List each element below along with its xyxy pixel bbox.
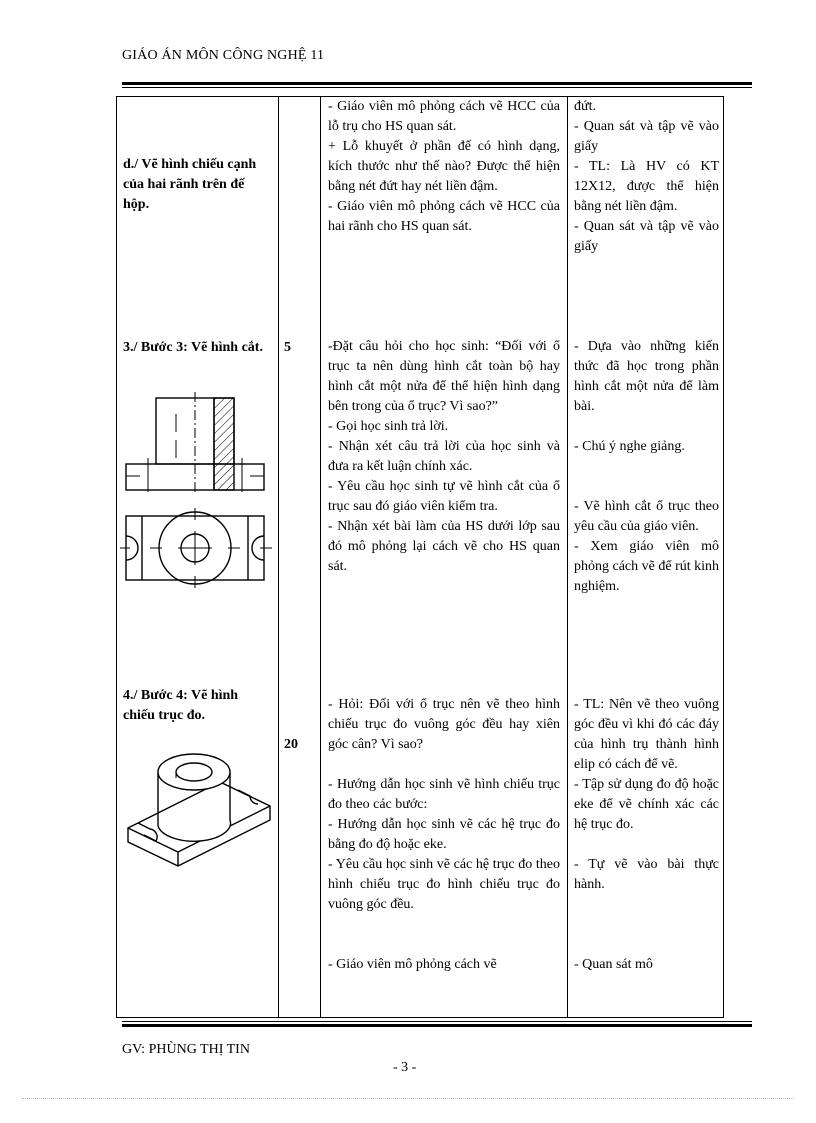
header-rule-thin <box>122 87 752 88</box>
footer-rule <box>122 1024 752 1027</box>
activity-cell: 4./ Bước 4: Vẽ hình chiếu trục đo. <box>123 688 239 723</box>
boss-top-ellipse <box>158 754 230 790</box>
section-drawing <box>120 392 275 592</box>
student-line: - TL: Là HV có KT 12X12, được thể hiện bằng nét liền đậm. <box>574 159 719 214</box>
teacher-line: + Lỗ khuyết ở phần đế có hình dạng, kích thước như thế nào? Được thể hiện bằng nét đứt hay nét liền đậm. <box>328 139 560 194</box>
time-cell: 20 <box>284 737 298 752</box>
teacher-line: - Hướng dẫn học sinh vẽ hình chiếu trục đo theo các bước: <box>328 777 560 812</box>
teacher-line: - Yêu cầu học sinh tự vẽ hình cắt của ổ trục sau đó giáo viên kiểm tra. <box>328 479 560 514</box>
column-divider <box>567 96 568 1018</box>
teacher-cell <box>328 97 560 237</box>
header-rule <box>122 82 752 85</box>
student-line: - Xem giáo viên mô phỏng cách vẽ để rút kinh nghiệm. <box>574 539 720 594</box>
teacher-line: - Giáo viên mô phỏng cách vẽ <box>328 957 497 972</box>
teacher-line: - Gọi học sinh trả lời. <box>328 419 449 434</box>
student-cell <box>574 337 719 597</box>
page-edge-divider <box>22 1098 794 1099</box>
column-divider <box>278 96 279 1018</box>
student-line: - Quan sát và tập vẽ vào giấy <box>574 119 719 154</box>
teacher-line: - Giáo viên mô phỏng cách vẽ HCC của lỗ trụ cho HS quan sát. <box>328 99 560 134</box>
student-line: - TL: Nên vẽ theo vuông góc đều vì khi đó các đáy của hình trụ thành hình elip có cách để vẽ. <box>574 697 719 772</box>
teacher-line: - Hướng dẫn học sinh vẽ các hệ trục đo bằng đo độ hoặc eke. <box>328 817 560 852</box>
teacher-cell <box>328 337 560 577</box>
activity-cell: d./ Vẽ hình chiếu cạnh của hai rãnh trên đế hộp. <box>123 157 257 212</box>
isometric-drawing <box>120 742 278 877</box>
teacher-line: - Nhận xét bài làm của HS dưới lớp sau đó mô phỏng lại cách vẽ cho HS quan sát. <box>328 519 560 574</box>
student-line: đứt. <box>574 99 596 114</box>
teacher-line: - Hỏi: Đối với ổ trục nên vẽ theo hình chiếu trục đo vuông góc đều hay xiên góc cân? Vì sao? <box>328 697 560 752</box>
page-number: - 3 - <box>393 1060 417 1075</box>
student-line: - Dựa vào những kiến thức đã học trong phần hình cắt một nửa để làm bài. <box>574 339 719 414</box>
student-line: - Quan sát và tập vẽ vào giấy <box>574 219 719 254</box>
student-line: - Quan sát mô <box>574 957 653 972</box>
hatched-section <box>214 398 234 490</box>
teacher-line: - Giáo viên mô phỏng cách vẽ HCC của hai rãnh cho HS quan sát. <box>328 199 560 234</box>
student-cell <box>574 97 719 257</box>
teacher-line: - Yêu cầu học sinh vẽ các hệ trục đo theo hình chiếu trục đo hình chiếu trục đo vuông góc đều. <box>328 857 560 912</box>
student-line: - Tự vẽ vào bài thực hành. <box>574 857 719 892</box>
footer-author: GV: PHÙNG THỊ TIN <box>122 1042 250 1057</box>
time-cell: 5 <box>284 340 291 355</box>
teacher-line: -Đặt câu hỏi cho học sinh: “Đối với ổ trục ta nên dùng hình cắt toàn bộ hay hình cắt một nửa để thể hiện hình dạng bên trong của ổ trục? Vì sao?” <box>328 339 560 414</box>
activity-cell: 3./ Bước 3: Vẽ hình cắt. <box>123 340 263 355</box>
student-line: - Vẽ hình cắt ổ trục theo yêu cầu của giáo viên. <box>574 499 719 534</box>
page-header: GIÁO ÁN MÔN CÔNG NGHỆ 11 <box>122 48 325 63</box>
student-cell <box>574 695 719 975</box>
teacher-cell <box>328 695 560 975</box>
footer-rule-thin <box>122 1021 752 1022</box>
teacher-line: - Nhận xét câu trả lời của học sinh và đưa ra kết luận chính xác. <box>328 439 560 474</box>
student-line: - Chú ý nghe giảng. <box>574 439 685 454</box>
student-line: - Tập sử dụng đo độ hoặc eke để vẽ chính xác các hệ trục đo. <box>574 777 719 832</box>
column-divider <box>320 96 321 1018</box>
